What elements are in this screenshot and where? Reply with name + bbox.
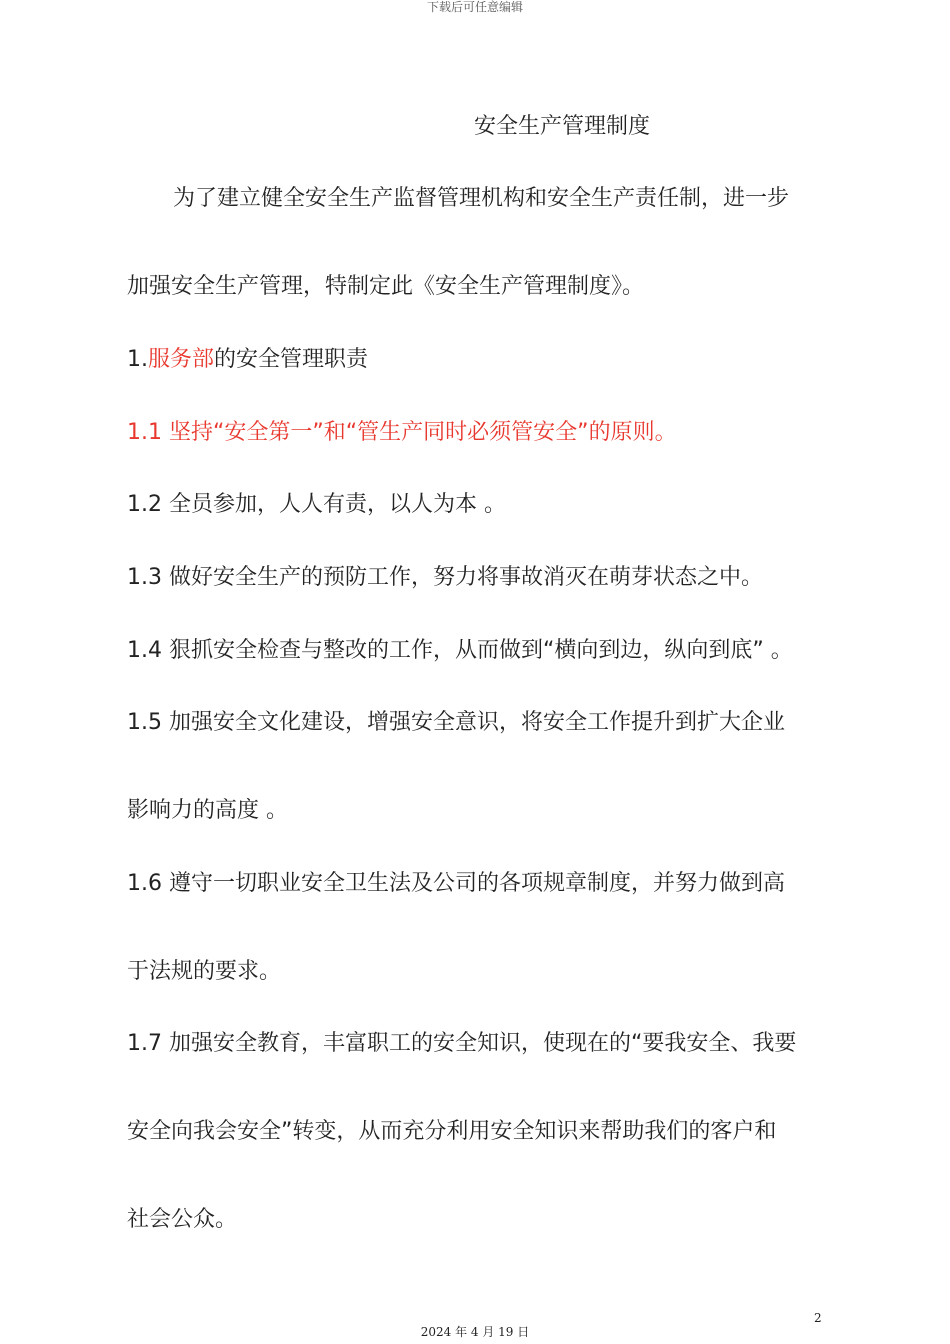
item-1-1: 1.1 坚持“安全第一”和“管生产同时必须管安全”的原则。 [127,420,677,445]
item-1-7-line-3: 社会公众。 [127,1207,238,1232]
item-1-5-line-2: 影响力的高度 。 [127,798,288,823]
intro-line-1: 为了建立健全安全生产监督管理机构和安全生产责任制，进一步 [173,186,790,211]
intro-line-2: 加强安全生产管理，特制定此《安全生产管理制度》。 [127,274,645,299]
item-1-5-line-1: 1.5 加强安全文化建设，增强安全意识，将安全工作提升到扩大企业 [127,710,785,735]
section-1-dept: 服务部 [148,347,215,372]
page-number: 2 [814,1311,822,1325]
item-1-6-line-1: 1.6 遵守一切职业安全卫生法及公司的各项规章制度，并努力做到高 [127,871,785,896]
section-1-suffix: 的安全管理职责 [214,347,369,372]
item-1-4: 1.4 狠抓安全检查与整改的工作，从而做到“横向到边，纵向到底” 。 [127,638,793,663]
section-1-prefix: 1. [127,347,148,372]
document-title: 安全生产管理制度 [474,114,651,139]
item-1-7-line-1: 1.7 加强安全教育，丰富职工的安全知识，使现在的“要我安全、我要 [127,1031,797,1056]
section-1-heading [127,345,368,375]
item-1-2: 1.2 全员参加，人人有责，以人为本 。 [127,492,506,517]
item-1-3: 1.3 做好安全生产的预防工作，努力将事故消灭在萌芽状态之中。 [127,565,763,590]
header-note: 下载后可任意编辑 [426,0,523,14]
item-1-7-line-2: 安全向我会安全”转变，从而充分利用安全知识来帮助我们的客户和 [127,1119,777,1144]
footer-date: 2024 年 4 月 19 日 [420,1325,530,1339]
item-1-6-line-2: 于法规的要求。 [127,959,282,984]
